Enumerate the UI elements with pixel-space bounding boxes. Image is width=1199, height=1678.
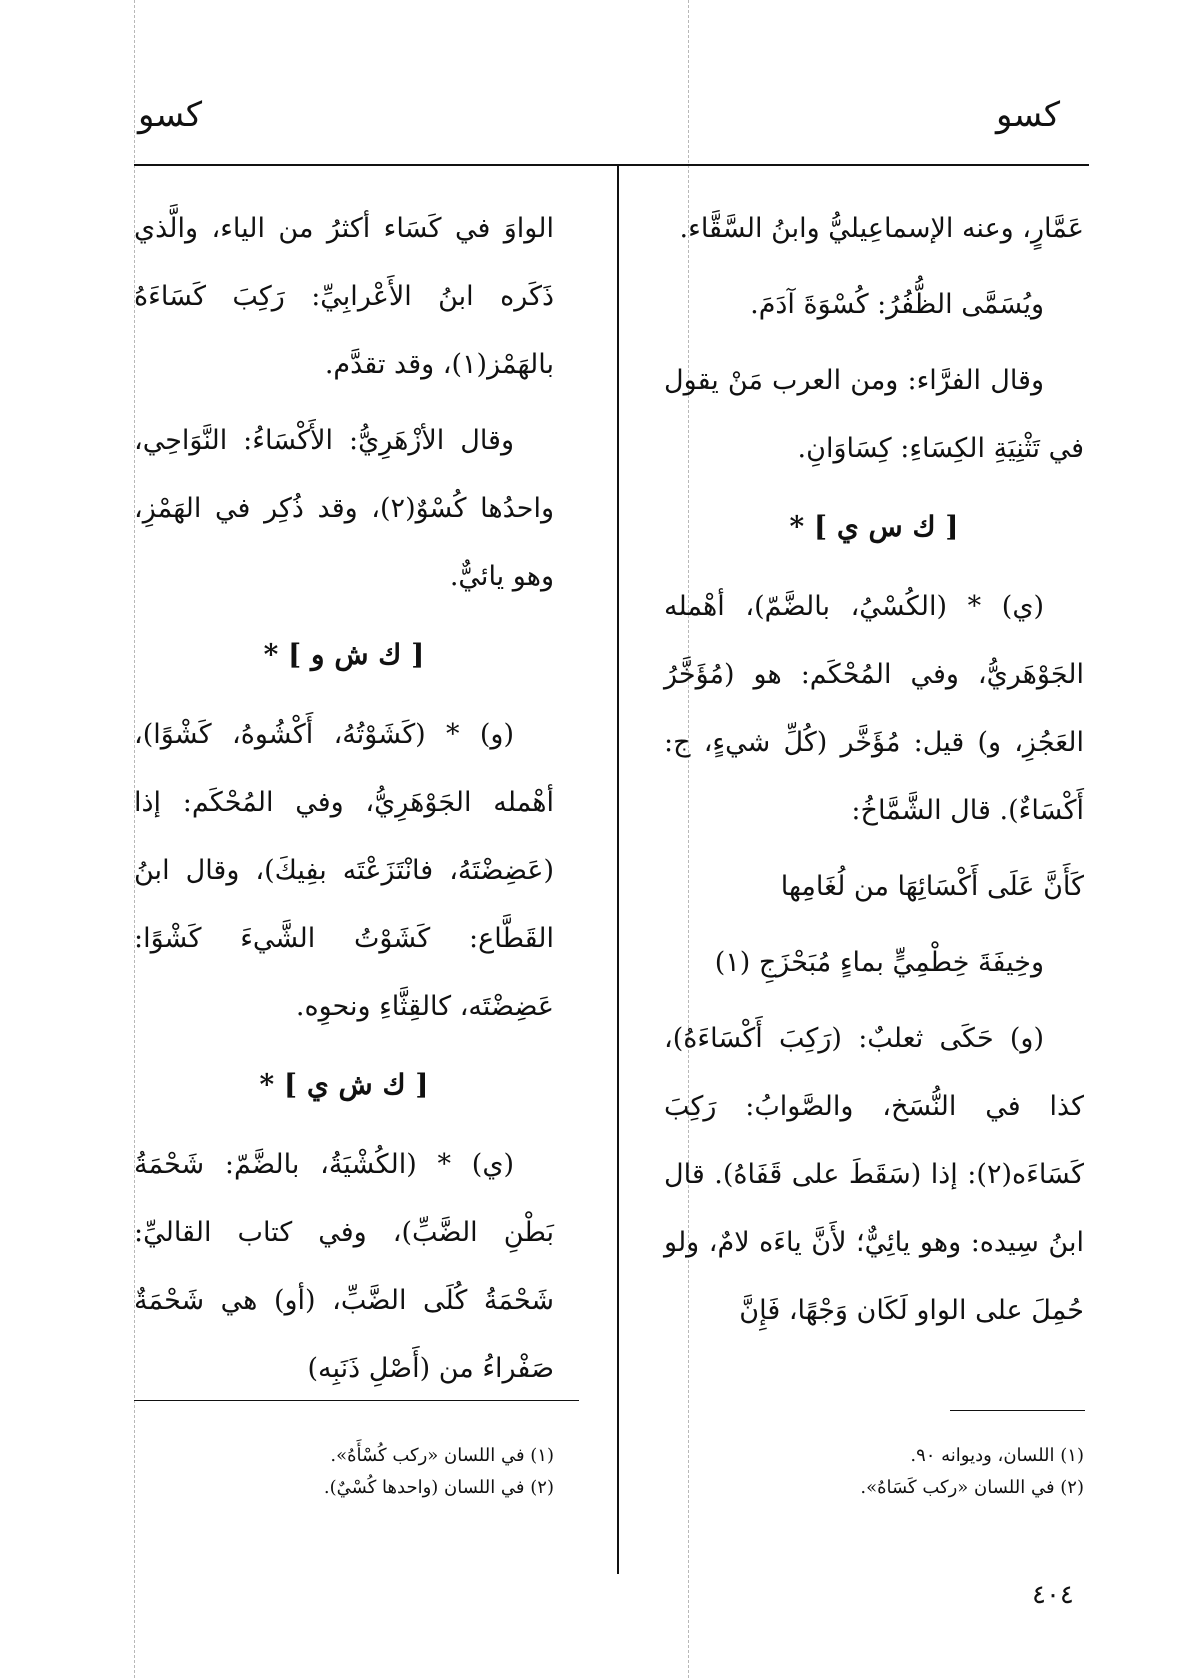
right-paragraph: وقال الفرَّاء: ومن العرب مَنْ يقول في تَثْنِيَةِ الكِسَاءِ: كِسَاوَانِ. [664,365,1084,464]
footnote: (١) اللسان، وديوانه ٩٠. [910,1445,1084,1466]
entry-heading: [ ك ش و ] * [263,638,425,671]
entry-text: (و) حَكَى ثعلبٌ: (رَكِبَ أَكْسَاءَهُ)، كذا في النُّسَخ، والصَّوابُ: رَكِبَ كَسَاءَه(٢): إذا (سَقَطَ على قَفَاهُ). قال ابنُ سِيده: وهو يائِيٌّ؛ لأَنَّ ياءَه لامٌ، ولو حُمِلَ على الواو لَكَان وَجْهًا، فَإِنَّ [664,1023,1084,1326]
left-column [134,195,554,1411]
right-paragraph: ويُسَمَّى الظُّفُرُ: كُسْوَةَ آدَمَ. [750,289,1044,320]
entry-heading: [ ك س ي ] * [789,510,959,543]
right-column [664,195,1084,1353]
column-divider [617,164,619,1574]
footnote-rule-right [950,1410,1085,1411]
footnotes-left [134,1440,554,1504]
entry-text: (و) * (كَشَوْتُهُ، أَكْشُوهُ، كَشْوًا)، أهْمله الجَوْهَرِيُّ، وفي المُحْكَم: إذا (عَضِضْتَهُ، فانْتَزَعْتَه بفِيكَ)، وقال ابنُ القَطَّاع: كَشَوْتُ الشَّيءَ كَشْوًا: عَضِضْتَه، كالقِثَّاءِ ونحوِه. [134,719,554,1022]
footnotes-right [664,1440,1084,1504]
running-head-left: كسو [138,95,203,135]
verse-line: وخِيفَةَ خِطْمِيٍّ بماءٍ مُبَحْزَجِ (١) [714,947,1044,978]
right-paragraph: عَمَّارٍ، وعنه الإسماعِيليُّ وابنُ السَّقَّاء. [679,213,1084,244]
verse-line: كَأَنَّ عَلَى أَكْسَائِهَا من لُغَامِها [780,871,1084,902]
footnote: (٢) في اللسان (واحدها كُسْيٌ). [323,1477,554,1498]
left-paragraph: وقال الأزْهَرِيُّ: الأَكْسَاءُ: النَّوَاحِي، واحدُها كُسْوٌ(٢)، وقد ذُكِر في الهَمْزِ، وهو يائيٌّ. [134,425,555,592]
left-paragraph: الواوَ في كَسَاء أكثرُ من الياء، والَّذي ذَكَره ابنُ الأَعْرابِيِّ: رَكِبَ كَسَاءَهُ بالهَمْز(١)، وقد تقدَّم. [134,213,554,380]
footnote-rule-left [134,1400,579,1401]
entry-text: (ي) * (الكُسْيُ، بالضَّمّ)، أهْمله الجَوْهَريُّ، وفي المُحْكَم: هو (مُؤَخَّرُ العَجُزِ، و) قيل: مُؤَخَّر (كُلِّ شيءٍ، ج: أَكْسَاءٌ). قال الشَّمَّاخُ: [664,591,1084,826]
footnote: (٢) في اللسان «ركب كَسَاهُ». [860,1477,1084,1498]
header-rule [134,164,1089,166]
page-number: ٤٠٤ [1032,1580,1074,1610]
footnote: (١) في اللسان «ركب كُسْأَهُ». [330,1445,554,1466]
entry-text: (ي) * (الكُشْيَةُ، بالضَّمّ: شَحْمَةُ بَطْنِ الضَّبِّ)، وفي كتاب القاليِّ: شَحْمَةُ كُلَى الضَّبِّ، (أو) هي شَحْمَةٌ صَفْراءُ من (أَصْلِ ذَنَبِه) [134,1149,554,1384]
running-head-right: كسو [996,95,1061,135]
entry-heading: [ ك ش ي ] * [259,1068,429,1101]
